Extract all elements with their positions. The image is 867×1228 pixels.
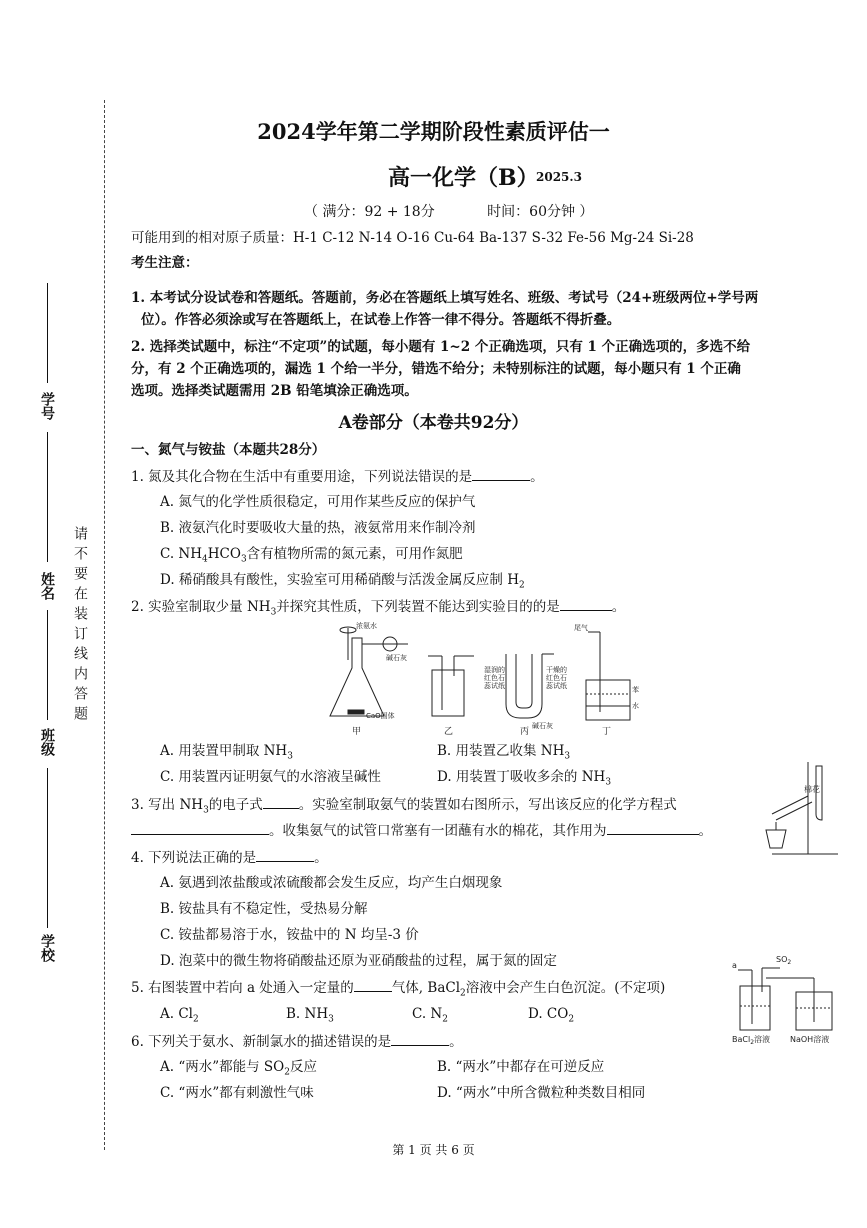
label-nongan: 浓氨水: [356, 622, 377, 630]
label-ruizhi: 蕊试纸: [484, 682, 505, 690]
reaction-tube-lower: [776, 802, 812, 820]
notice-item-1-line-1: 1. 本考试分设试卷和答题纸。答题前，务必在答题纸上填写姓名、班级、考试号（24+班级两位+学号两: [131, 290, 759, 306]
notice-item-2-line-2: 分，有 2 个正确选项的，漏选 1 个给一半分，错选不给分；未特别标注的试题，每小题只有 1 个正确: [131, 361, 741, 377]
q6-option-b: B. “两水”中都存在可逆反应: [437, 1059, 605, 1075]
time-info: 时间：60分钟 ）: [487, 204, 594, 220]
jia-flask: [330, 638, 384, 716]
q6-answer-blank: [391, 1031, 449, 1046]
q1-option-a: A. 氮气的化学性质很稳定，可用作某些反应的保护气: [160, 494, 476, 510]
q1-stem-end: 。: [530, 469, 544, 485]
q6-a-pre: A. “两水”都能与 SO: [160, 1059, 285, 1075]
binding-dashed-line: [104, 100, 105, 1150]
section-a-title: A卷部分（本卷共92分）: [338, 413, 529, 433]
ding-beaker: [586, 680, 630, 720]
jia-solid: [348, 710, 364, 714]
q5-option-d: [528, 1004, 574, 1030]
label-bing: 丙: [520, 727, 530, 737]
q3-blank-1: [263, 794, 299, 809]
exam-title: 2024学年第二学期阶段性素质评估一: [257, 119, 610, 144]
q2-stem-post: 并探究其性质，下列装置不能达到实验目的的是: [276, 599, 560, 615]
label-shui: 水: [632, 702, 639, 710]
label-yi: 乙: [444, 727, 454, 737]
q6-a-sub: 2: [284, 1067, 290, 1078]
q2-a-sub3: 3: [287, 751, 293, 762]
q6-option-c: C. “两水”都有刺激性气味: [160, 1085, 314, 1101]
q1-c-sub3: 3: [240, 554, 247, 565]
q5-stem-text: 5. 右图装置中若向 a 处通入一定量的: [131, 980, 354, 996]
q3-line-1: [131, 794, 677, 821]
q5-stem-sub2: 2: [460, 988, 466, 999]
xuehao-line: [47, 283, 48, 383]
q5-a-text: A. Cl: [160, 1006, 193, 1022]
label-bacl2: BaCl$_2$溶液: [732, 1035, 771, 1046]
q1-d-sub2: 2: [519, 580, 525, 591]
part1-title: 一、氮气与铵盐（本题共28分）: [131, 442, 326, 458]
q2-sub3: 3: [270, 607, 277, 618]
q2-stem-text: 2. 实验室制取少量 NH: [131, 599, 271, 615]
q5-apparatus-figure: [730, 948, 844, 1048]
q1-c-post: 含有植物所需的氮元素，可用作氮肥: [246, 546, 463, 562]
label-xingming: 姓名: [39, 572, 55, 600]
q2-stem: [131, 596, 625, 623]
q3-apparatus-figure: [752, 758, 842, 858]
exam-date: 2025.3: [536, 170, 582, 184]
label-ganzao1: 干燥的: [546, 666, 567, 674]
q1-answer-blank: [472, 466, 530, 481]
notice-item-1-line-2: 位）。作答必须涂或写在答题纸上，在试卷上作答一律不得分。答题纸不得折叠。: [141, 312, 621, 328]
q3-sub3: 3: [203, 805, 209, 816]
q5-stem-post: 气体, BaCl: [391, 980, 461, 996]
label-weiqi: 尾气: [574, 624, 588, 632]
q1-c-sub4: 4: [202, 554, 208, 565]
q1-option-b: B. 液氨汽化时要吸收大量的热，液氨常用来作制冷剂: [160, 520, 476, 536]
q5-stem: [131, 977, 665, 1004]
q4-option-c: C. 铵盐都易溶于水，铵盐中的 N 均呈-3 价: [160, 927, 419, 943]
label-banji: 班级: [39, 728, 55, 756]
notice-heading: 考生注意：: [131, 255, 199, 271]
label-so2: $SO_2$: [776, 955, 792, 966]
q4-option-d: D. 泡菜中的微生物将硝酸盐还原为亚硝酸盐的过程，属于氮的固定: [160, 953, 557, 969]
label-ganzao3: 蕊试纸: [546, 682, 567, 690]
q2-d-text: D. 用装置丁吸收多余的 NH: [437, 769, 606, 785]
q2-b-text: B. 用装置乙收集 NH: [437, 743, 565, 759]
q5-a-sub: 2: [192, 1014, 199, 1025]
label-ben: 苯: [632, 686, 639, 694]
q4-stem: [131, 847, 328, 868]
q3-line1-post: 的电子式: [208, 797, 263, 813]
score-time-line: [304, 201, 593, 221]
label-shirun: 湿润的: [484, 666, 505, 674]
q2-apparatus-figure: [318, 620, 648, 738]
q4-stem-text: 4. 下列说法正确的是: [131, 850, 257, 866]
q1-c-pre: C. NH: [160, 546, 203, 562]
label-naoh: NaOH溶液: [790, 1035, 830, 1044]
q3-blank-2: [131, 820, 269, 835]
q2-option-c: C. 用装置丙证明氨气的水溶液呈碱性: [160, 769, 381, 785]
q6-option-a: [160, 1057, 317, 1083]
exam-subtitle: 高一化学（B）: [388, 165, 539, 191]
q3-line-2: [131, 820, 712, 841]
q2-option-b: [437, 741, 570, 767]
q5-b-sub: 3: [328, 1014, 334, 1025]
bacl2-bottle: [740, 986, 770, 1030]
q6-stem-text: 6. 下列关于氨水、新制氯水的描述错误的是: [131, 1034, 392, 1050]
notice-item-2: [131, 336, 831, 402]
q1-c-mid: HCO: [207, 546, 241, 562]
label-ganzao2: 红色石: [546, 674, 567, 682]
q5-stem-tail: 溶液中会产生白色沉淀。(不定项): [465, 980, 666, 996]
q5-option-c: [412, 1004, 448, 1030]
label-a: a: [732, 961, 737, 970]
reaction-tube: [772, 796, 808, 814]
q1-option-d: [160, 570, 525, 596]
q3-line1-text: 3. 写出 NH: [131, 797, 204, 813]
q5-option-a: [160, 1004, 199, 1030]
notice-item-2-line-1: 2. 选择类试题中，标注“不定项”的试题，每小题有 1~2 个正确选项，只有 1 个正确选项的，多选不给: [131, 339, 751, 355]
page-footer: 第 1 页 共 6 页: [392, 1143, 475, 1157]
label-jia: 甲: [352, 727, 362, 737]
q6-a-post: 反应: [289, 1059, 317, 1075]
q2-option-a: [160, 741, 293, 767]
q4-stem-end: 。: [314, 850, 328, 866]
q1-d-pre: D. 稀硝酸具有酸性，实验室可用稀硝酸与活泼金属反应制 H: [160, 572, 519, 588]
q5-b-text: B. NH: [286, 1006, 329, 1022]
q6-stem: [131, 1031, 463, 1052]
q5-c-sub: 2: [442, 1014, 448, 1025]
q6-option-d: D. “两水”中所含微粒种类数目相同: [437, 1085, 646, 1101]
q1-stem-text: 1. 氮及其化合物在生活中有重要用途，下列说法错误的是: [131, 469, 473, 485]
q5-answer-blank: [354, 977, 392, 992]
label-cao: CaO固体: [366, 712, 395, 720]
q2-answer-blank: [560, 596, 612, 611]
q2-d-sub3: 3: [605, 777, 612, 788]
alcohol-lamp: [766, 830, 786, 848]
q4-option-b: B. 铵盐具有不稳定性，受热易分解: [160, 901, 368, 917]
q4-option-a: A. 氨遇到浓盐酸或浓硫酸都会发生反应，均产生白烟现象: [160, 875, 503, 891]
label-jianshihui2: 碱石灰: [532, 722, 553, 730]
xuexiao-line: [47, 768, 48, 928]
yi-bottle: [432, 670, 464, 716]
label-hongse: 红色石: [484, 674, 505, 682]
q5-option-b: [286, 1004, 334, 1030]
q2-a-text: A. 用装置甲制取 NH: [160, 743, 288, 759]
q2-b-sub3: 3: [564, 751, 571, 762]
label-ding: 丁: [602, 727, 612, 737]
q6-stem-end: 。: [449, 1034, 463, 1050]
q3-line2-mid: 。收集氨气的试管口常塞有一团蘸有水的棉花，其作用为: [269, 823, 607, 839]
label-xuehao: 学号: [39, 392, 55, 420]
score-info: （ 满分：92 + 18分: [304, 204, 435, 220]
binding-warning: 请不要在装订线内答题: [72, 526, 88, 726]
q3-blank-3: [607, 820, 699, 835]
q5-d-sub: 2: [568, 1014, 575, 1025]
q1-stem: [131, 466, 544, 487]
q5-d-text: D. CO: [528, 1006, 569, 1022]
q2-option-d: [437, 767, 611, 793]
q2-stem-end: 。: [611, 599, 626, 615]
atomic-masses: 可能用到的相对原子质量：H-1 C-12 N-14 O-16 Cu-64 Ba-137 S-32 Fe-56 Mg-24 Si-28: [131, 230, 694, 246]
bing-u-inner: [516, 654, 532, 708]
q3-line2-end: 。: [698, 823, 712, 839]
q4-answer-blank: [256, 847, 314, 862]
xingming-line: [47, 432, 48, 562]
banji-line: [47, 610, 48, 720]
notice-item-1: [131, 287, 831, 331]
q5-c-text: C. N: [412, 1006, 443, 1022]
label-jianshihui: 碱石灰: [386, 654, 407, 662]
q1-option-c: [160, 544, 463, 570]
notice-item-2-line-3: 选项。选择类试题需用 2B 铅笔填涂正确选项。: [131, 383, 418, 399]
label-mianhua: 棉花: [804, 785, 820, 794]
label-xuexiao: 学校: [39, 934, 55, 962]
q3-line1-tail: 。实验室制取氨气的装置如右图所示，写出该反应的化学方程式: [298, 797, 677, 813]
